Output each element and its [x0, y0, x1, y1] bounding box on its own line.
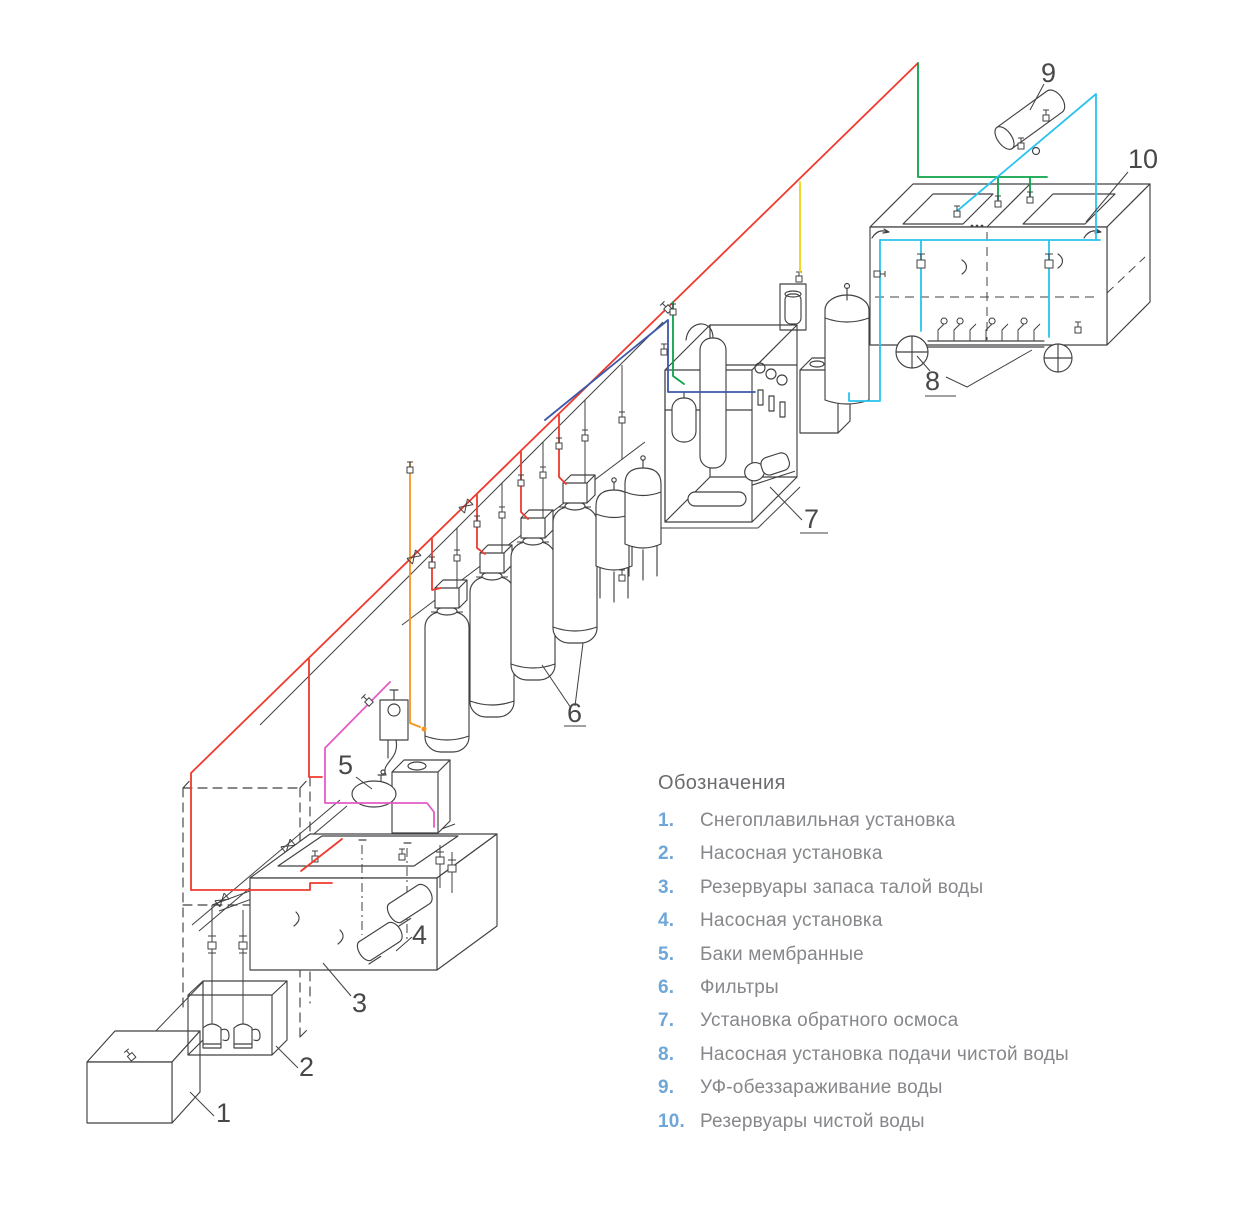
submersible-pump	[234, 1024, 260, 1048]
snow-melting-unit	[87, 1031, 200, 1123]
hydroaccumulator-tanks	[596, 456, 661, 602]
legend-item-label: Насосная установка подачи чистой воды	[700, 1043, 1069, 1065]
legend-item	[658, 971, 1198, 1004]
legend-title: Обозначения	[658, 772, 786, 794]
legend-item-number: 2.	[658, 843, 675, 865]
filter-vessel	[470, 545, 514, 717]
callout-3	[323, 963, 367, 1018]
membrane-housing	[700, 338, 726, 468]
callout-2	[276, 1046, 314, 1082]
legend-item	[658, 904, 1198, 937]
valve-icon	[556, 438, 562, 449]
legend-item	[658, 1071, 1198, 1104]
legend-item-label: Насосная установка	[700, 843, 883, 865]
callout-label: 6	[567, 698, 583, 728]
legend-item-number: 10.	[658, 1110, 686, 1132]
filter-vessel	[425, 580, 469, 752]
legend-item-label: Резервуары чистой воды	[700, 1110, 925, 1132]
valve-icon	[454, 550, 460, 561]
membrane-tank	[352, 770, 396, 807]
valve-icon	[670, 304, 676, 315]
legend-item	[658, 871, 1198, 904]
valve-icon	[407, 462, 413, 473]
clean-water-reservoir	[870, 184, 1150, 345]
callout-8	[917, 350, 1032, 396]
legend-item	[658, 1105, 1198, 1138]
check-valve-icon	[407, 550, 421, 564]
legend-item-number: 8.	[658, 1043, 675, 1065]
legend-item-label: Резервуары запаса талой воды	[700, 876, 984, 898]
valve-icon	[661, 344, 667, 355]
uv-disinfection-unit	[991, 86, 1069, 154]
valve-icon	[361, 694, 373, 706]
callout-label: 5	[338, 750, 354, 780]
legend-item	[658, 1038, 1198, 1071]
buffer-tank	[825, 284, 869, 405]
valve-icon	[540, 467, 546, 478]
callout-label: 3	[352, 988, 368, 1018]
callout-1	[190, 1092, 231, 1128]
legend-item-number: 5.	[658, 943, 675, 965]
legend	[658, 772, 1198, 1138]
filter-vessel	[511, 510, 555, 680]
check-valve-icon	[459, 499, 473, 513]
legend-item-number: 6.	[658, 977, 675, 999]
valve-icon	[619, 412, 625, 423]
legend-item-label: Насосная установка	[700, 910, 883, 932]
legend-item-number: 4.	[658, 910, 675, 932]
filter-vessel	[553, 475, 597, 643]
callout-label: 8	[925, 366, 941, 396]
legend-item-label: Снегоплавильная установка	[700, 810, 956, 831]
legend-item	[658, 837, 1198, 870]
valve-icon	[429, 557, 435, 568]
legend-item	[658, 938, 1198, 971]
roof-dosing-device	[780, 272, 806, 330]
legend-item-number: 7.	[658, 1010, 675, 1032]
callout-label: 10	[1128, 144, 1159, 174]
valve-icon	[499, 507, 505, 518]
callout-label: 1	[216, 1098, 232, 1128]
pipe-brine-orange	[410, 462, 427, 732]
reverse-osmosis-unit	[665, 324, 797, 522]
valve-icon	[619, 570, 625, 581]
legend-item-number: 1.	[658, 810, 675, 831]
callout-label: 9	[1041, 58, 1057, 88]
legend-item-label: Установка обратного осмоса	[700, 1010, 959, 1032]
legend-item-number: 3.	[658, 876, 675, 898]
callout-label: 4	[412, 920, 428, 950]
legend-item-label: Фильтры	[700, 977, 779, 999]
valve-icon	[518, 475, 524, 486]
legend-item	[658, 804, 1198, 837]
membrane-housing	[688, 492, 746, 506]
pump-end	[1044, 344, 1072, 372]
legend-item	[658, 1004, 1198, 1037]
callout-label: 2	[299, 1052, 315, 1082]
valve-icon	[582, 430, 588, 441]
legend-item-label: УФ-обеззараживание воды	[700, 1077, 943, 1099]
filters-group	[425, 365, 625, 752]
legend-item-label: Баки мембранные	[700, 943, 864, 965]
legend-item-number: 9.	[658, 1077, 675, 1099]
membrane-housing	[672, 398, 696, 442]
pipe-raw-water-red	[191, 63, 918, 890]
submersible-pump	[203, 1024, 229, 1048]
valve-icon	[796, 272, 802, 282]
callout-label: 7	[804, 504, 820, 534]
valve-icon	[474, 516, 480, 527]
